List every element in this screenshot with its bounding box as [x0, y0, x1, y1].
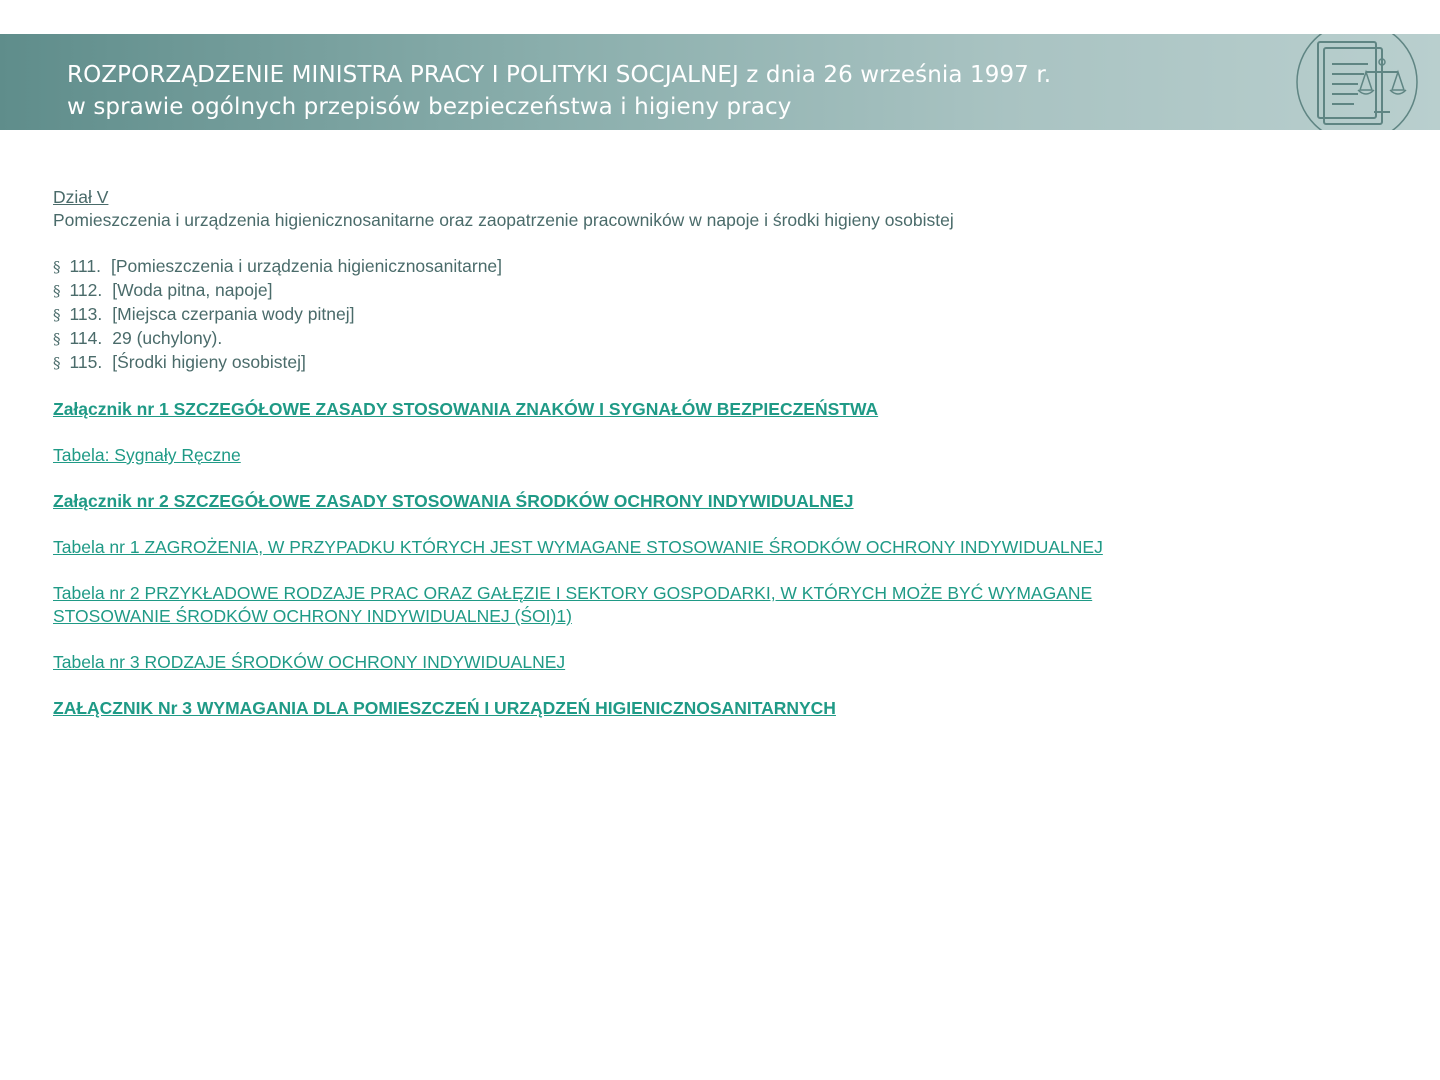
annex-1-link[interactable]: Załącznik nr 1 SZCZEGÓŁOWE ZASADY STOSOWANIA ZNAKÓW I SYGNAŁÓW BEZPIECZEŃSTWA: [53, 399, 879, 419]
page-title-line-1: ROZPORZĄDZENIE MINISTRA PRACY I POLITYKI SOCJALNEJ z dnia 26 września 1997 r.: [67, 62, 1052, 88]
paragraph-title: [Środki higieny osobistej]: [112, 352, 306, 372]
paragraph-number: 114.: [69, 328, 103, 348]
table-2-link-line-2: STOSOWANIE ŚRODKÓW OCHRONY INDYWIDUALNEJ (ŚOI)1): [53, 606, 572, 626]
annex-3-link[interactable]: ZAŁĄCZNIK Nr 3 WYMAGANIA DLA POMIESZCZEŃ I URZĄDZEŃ HIGIENICZNOSANITARNYCH: [53, 698, 836, 718]
paragraph-title: [Woda pitna, napoje]: [112, 280, 273, 300]
page-title-line-2: w sprawie ogólnych przepisów bezpieczeństwa i higieny pracy: [67, 94, 792, 120]
table-3-link[interactable]: Tabela nr 3 RODZAJE ŚRODKÓW OCHRONY INDYWIDUALNEJ: [53, 652, 566, 672]
document-content: [53, 186, 1383, 720]
page-title: [67, 59, 1051, 123]
section-symbol: §: [53, 306, 61, 324]
hand-signals-table-link[interactable]: Tabela: Sygnały Ręczne: [53, 445, 241, 465]
annex-2-link[interactable]: Załącznik nr 2 SZCZEGÓŁOWE ZASADY STOSOWANIA ŚRODKÓW OCHRONY INDYWIDUALNEJ: [53, 491, 854, 511]
dzial-v-link[interactable]: Dział V: [53, 187, 109, 207]
table-2-link-line-1: Tabela nr 2 PRZYKŁADOWE RODZAJE PRAC ORAZ GAŁĘZIE I SEKTORY GOSPODARKI, W KTÓRYCH MOŻE BYĆ WYMAGANE: [53, 583, 1093, 603]
paragraph-title: [Pomieszczenia i urządzenia higienicznosanitarne]: [110, 256, 503, 276]
table-2-link[interactable]: [53, 582, 1383, 628]
paragraph-number: 112.: [69, 280, 103, 300]
document-scales-icon: [1292, 34, 1422, 130]
paragraph-115-item[interactable]: [53, 351, 1383, 375]
table-1-link[interactable]: Tabela nr 1 ZAGROŻENIA, W PRZYPADKU KTÓRYCH JEST WYMAGANE STOSOWANIE ŚRODKÓW OCHRONY INDYWIDUALNEJ: [53, 537, 1103, 557]
paragraph-number: 113.: [69, 304, 103, 324]
paragraph-list: [53, 255, 1383, 375]
section-symbol: §: [53, 354, 61, 372]
paragraph-number: 111.: [69, 256, 101, 276]
paragraph-title: [Miejsca czerpania wody pitnej]: [112, 304, 355, 324]
paragraph-111-item[interactable]: [53, 255, 1383, 279]
paragraph-113-item[interactable]: [53, 303, 1383, 327]
paragraph-number: 115.: [69, 352, 103, 372]
page-header-banner: [0, 34, 1440, 130]
paragraph-114-item[interactable]: [53, 327, 1383, 351]
section-symbol: §: [53, 282, 61, 300]
section-symbol: §: [53, 330, 61, 348]
dzial-v-title: Pomieszczenia i urządzenia higienicznosanitarne oraz zaopatrzenie pracowników w napoje i środki higieny osobistej: [53, 210, 954, 230]
section-symbol: §: [53, 258, 61, 276]
paragraph-112-item[interactable]: [53, 279, 1383, 303]
paragraph-title: 29 (uchylony).: [112, 328, 223, 348]
